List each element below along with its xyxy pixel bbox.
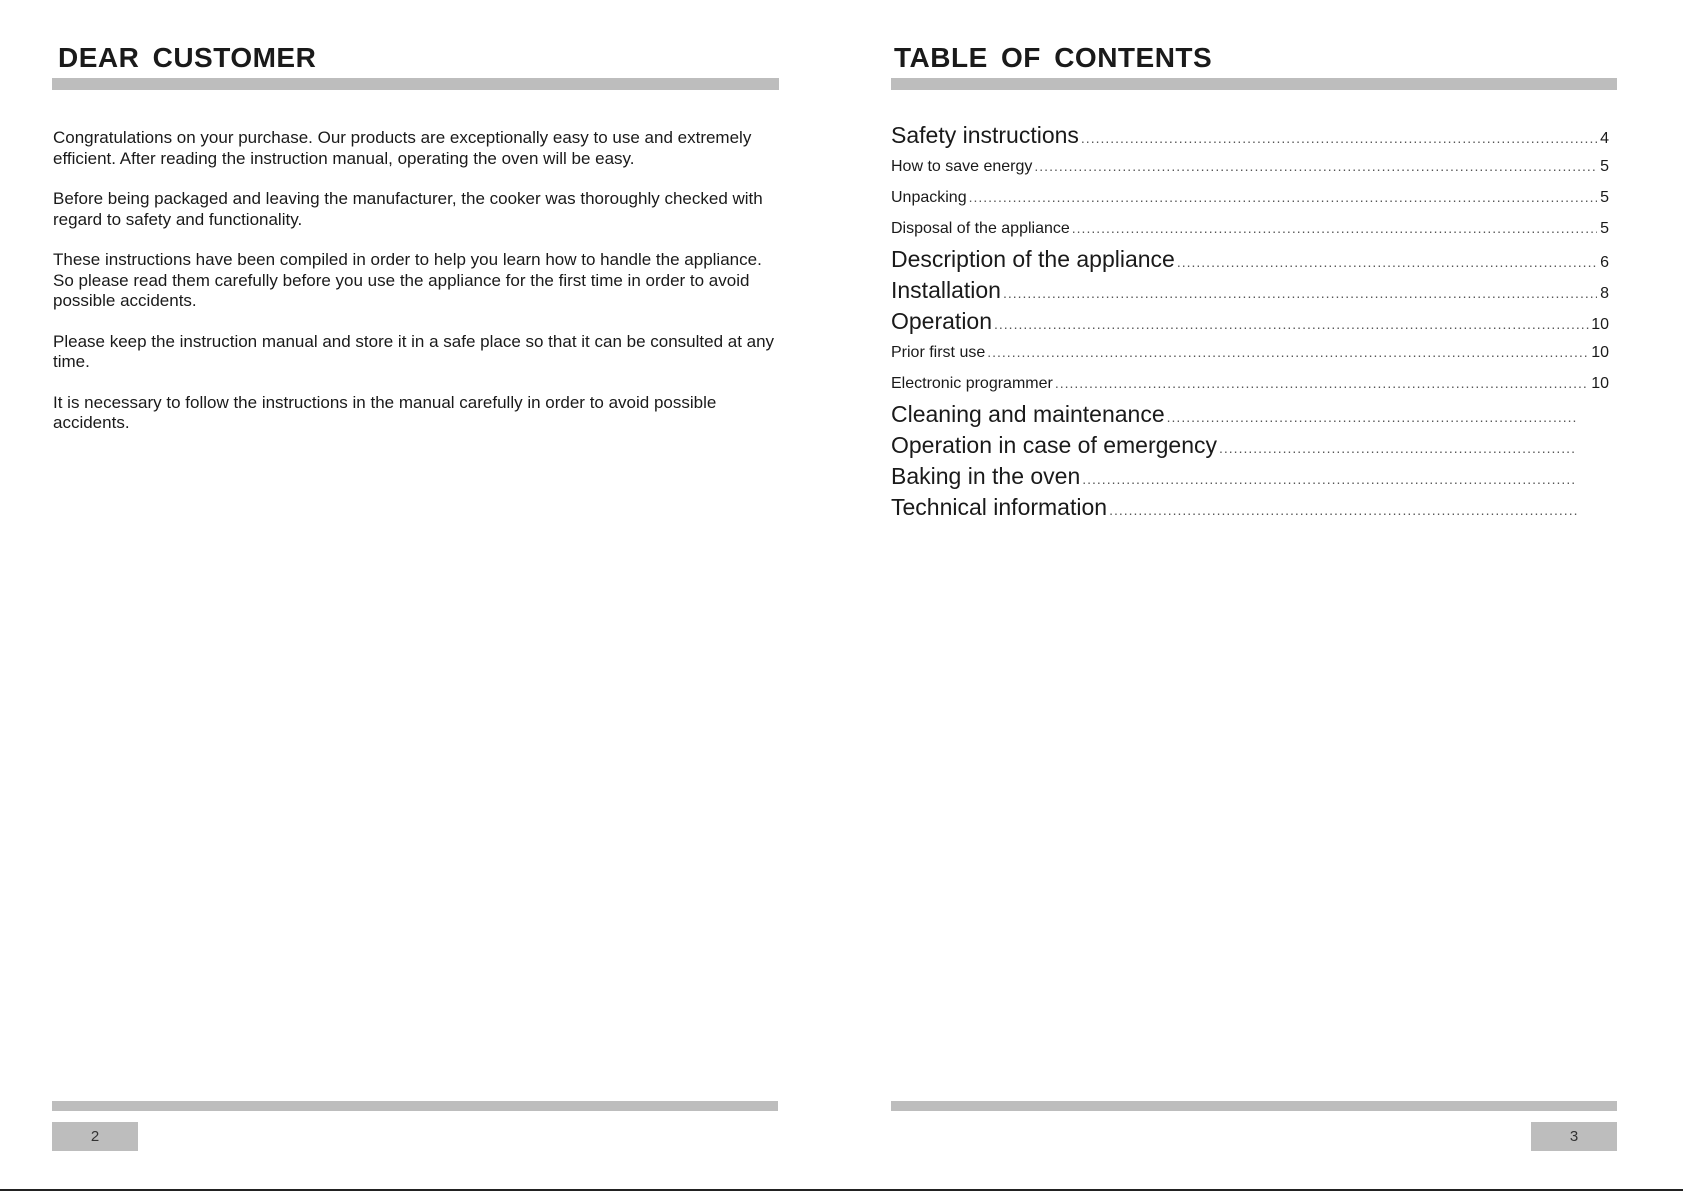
right-page: [842, 0, 1683, 1191]
toc-leader-dots: [1003, 278, 1597, 309]
toc-leader-dots: [1167, 402, 1577, 433]
toc-entry-label: Electronic programmer: [891, 375, 1053, 392]
intro-text: [53, 128, 783, 454]
toc-entry[interactable]: [891, 492, 1609, 523]
toc-entry-page: 8: [1600, 285, 1609, 302]
toc-entry[interactable]: [891, 244, 1609, 275]
toc-entry-label: Installation: [891, 277, 1001, 303]
toc-entry-label: Cleaning and maintenance: [891, 401, 1165, 427]
toc-entry-page: 6: [1600, 254, 1609, 271]
title-underline-bar: [891, 78, 1617, 90]
toc-entry[interactable]: [891, 430, 1609, 461]
toc-entry[interactable]: [891, 120, 1609, 151]
intro-paragraph: These instructions have been compiled in order to help you learn how to handle the appliance. So please read them carefully before you use the appliance for the first time in order to avoid possible accidents.: [53, 250, 762, 310]
toc-leader-dots: [1081, 123, 1597, 154]
toc-leader-dots: [1034, 151, 1597, 182]
toc-entry-label: Description of the appliance: [891, 246, 1175, 272]
intro-paragraph: Congratulations on your purchase. Our products are exceptionally easy to use and extremely efficient. After reading the instruction manual, operating the oven will be easy.: [53, 128, 752, 168]
toc-leader-dots: [1177, 247, 1597, 278]
intro-paragraph: Please keep the instruction manual and store it in a safe place so that it can be consulted at any time.: [53, 331, 775, 371]
page-title: TABLE OF CONTENTS: [894, 42, 1213, 73]
toc-entry-page: 10: [1591, 316, 1609, 333]
toc-entry-label: Disposal of the appliance: [891, 220, 1070, 237]
toc-entry-label: Baking in the oven: [891, 463, 1081, 489]
toc-leader-dots: [987, 337, 1589, 368]
page-number-badge: 2: [52, 1122, 138, 1151]
toc-entry-page: 5: [1600, 189, 1609, 206]
toc-leader-dots: [969, 182, 1597, 213]
footer-bar: [52, 1101, 778, 1111]
toc-entry-label: How to save energy: [891, 158, 1033, 175]
toc-entry[interactable]: [891, 337, 1609, 368]
page-number-badge: 3: [1531, 1122, 1617, 1151]
toc-entry-label: Prior first use: [891, 344, 986, 361]
toc-entry-page: 10: [1591, 375, 1609, 392]
toc-entry-label: Safety instructions: [891, 122, 1079, 148]
toc-entry-label: Operation in case of emergency: [891, 432, 1218, 458]
toc-entry[interactable]: [891, 461, 1609, 492]
toc-entry[interactable]: [891, 213, 1609, 244]
toc-entry-page: 5: [1600, 158, 1609, 175]
toc-entry[interactable]: [891, 182, 1609, 213]
toc-entry-label: Technical information: [891, 494, 1108, 520]
intro-paragraph: It is necessary to follow the instructions in the manual carefully in order to avoid possible accidents.: [53, 392, 717, 432]
toc-entry[interactable]: [891, 306, 1609, 337]
page-title: DEAR CUSTOMER: [58, 42, 317, 73]
toc-entry-label: Unpacking: [891, 189, 967, 206]
toc-leader-dots: [1055, 368, 1589, 399]
toc-leader-dots: [1219, 433, 1577, 464]
toc-leader-dots: [1072, 213, 1597, 244]
toc-entry[interactable]: [891, 399, 1609, 430]
toc-entry[interactable]: [891, 151, 1609, 182]
title-underline-bar: [52, 78, 779, 90]
toc-leader-dots: [1109, 495, 1577, 526]
toc-entry-label: Operation: [891, 308, 993, 334]
toc-entry[interactable]: [891, 368, 1609, 399]
toc-entry[interactable]: [891, 275, 1609, 306]
toc-entry-page: 10: [1591, 344, 1609, 361]
toc-entry-page: 5: [1600, 220, 1609, 237]
intro-paragraph: Before being packaged and leaving the manufacturer, the cooker was thoroughly checked with regard to safety and functionality.: [53, 189, 763, 229]
toc-leader-dots: [994, 309, 1589, 340]
footer-bar: [891, 1101, 1617, 1111]
table-of-contents: [891, 120, 1609, 523]
left-page: [0, 0, 841, 1191]
toc-leader-dots: [1082, 464, 1577, 495]
toc-entry-page: 4: [1600, 130, 1609, 147]
